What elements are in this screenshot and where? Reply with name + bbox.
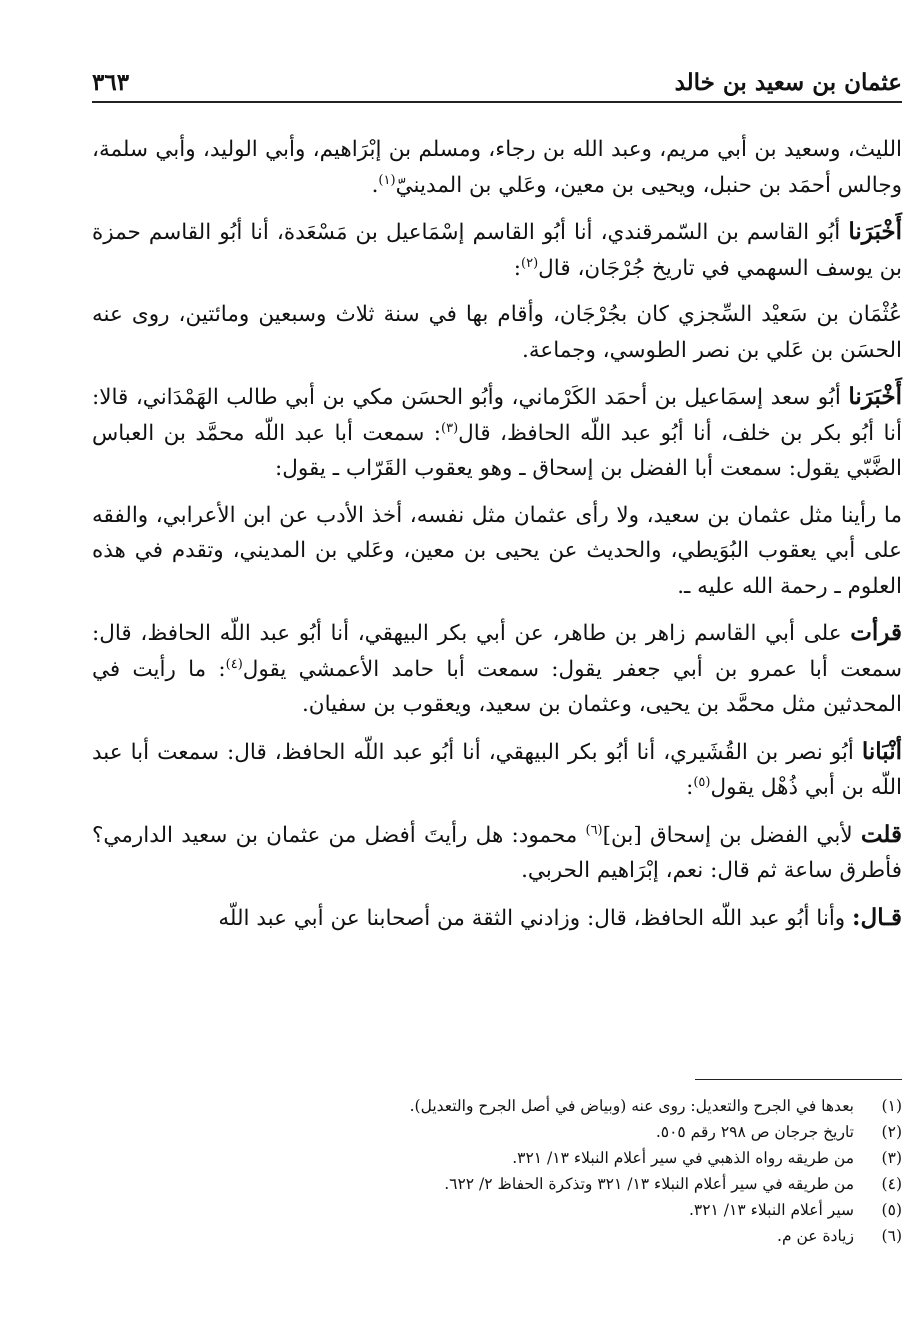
footnote-text: سير أعلام النبلاء ١٣/ ٣٢١. bbox=[688, 1201, 854, 1219]
paragraph-keyword: قـال: bbox=[852, 903, 902, 931]
footnote-text: من طريقه رواه الذهبي في سير أعلام النبلاء ١٣/ ٣٢١. bbox=[512, 1149, 854, 1167]
footnote-number: (٢) bbox=[881, 1123, 902, 1141]
paragraph-tail: : ما رأيت في المحدثين مثل محمَّد بن يحيى، وعثمان بن سعيد، ويعقوب بن سفيان. bbox=[92, 656, 902, 717]
footnote-ref: (٣) bbox=[441, 420, 459, 436]
paragraph bbox=[92, 615, 902, 723]
footnote-number: (١) bbox=[881, 1097, 902, 1115]
paragraph bbox=[92, 734, 902, 806]
footnote-item bbox=[92, 1223, 902, 1249]
footnote-number: (٣) bbox=[881, 1149, 902, 1167]
paragraph-keyword: أنْبَانا bbox=[861, 737, 902, 765]
footnote-text: بعدها في الجرح والتعديل: روى عنه (وبياض في أصل الجرح والتعديل). bbox=[409, 1097, 854, 1115]
paragraph-text: أبُو سعد إسمَاعيل بن أحمَد الكَرْماني، وأبُو الحسَن مكي بن أبي طالب الهَمْدَاني، قالا: أنا أبُو بكر بن خلف، أنا أبُو عبد اللّه الحافظ، قال bbox=[92, 385, 902, 446]
paragraph-text: على أبي القاسم زاهر بن طاهر، عن أبي بكر البيهقي، أنا أبُو عبد اللّه الحافظ، قال: سمعت أبا عمرو بن أبي جعفر يقول: سمعت أبا حامد الأعمشي يقول bbox=[92, 621, 902, 682]
paragraph-text: أبُو القاسم بن السّمرقندي، أنا أبُو القاسم إسْمَاعيل بن مَسْعَدة، أنا أبُو القاسم حمزة بن يوسف السهمي في تاريخ جُرْجَان، قال bbox=[92, 220, 902, 281]
paragraph-keyword: قلت bbox=[860, 820, 903, 848]
footnote-ref: (١) bbox=[378, 172, 396, 188]
page-number: ٣٦٣ bbox=[92, 69, 130, 96]
footnote-item bbox=[92, 1197, 902, 1223]
paragraph-keyword: أَخْبَرَنا bbox=[848, 383, 902, 410]
paragraph bbox=[92, 297, 902, 368]
footnote-ref: (٢) bbox=[521, 255, 539, 271]
paragraph-text: ما رأينا مثل عثمان بن سعيد، ولا رأى عثمان مثل نفسه، أخذ الأدب عن ابن الأعرابي، والفقه على أبي يعقوب البُوَيطي، والحديث عن يحيى بن معين، وعَلي بن المديني، وتقدم في هذه العلوم ـ رحمة الله عليه ـ. bbox=[92, 502, 902, 599]
paragraph-keyword: أَخْبَرَنا bbox=[848, 218, 902, 245]
paragraph-text: الليث، وسعيد بن أبي مريم، وعبد الله بن رجاء، ومسلم بن إبْرَاهيم، وأبي الوليد، وأبي سلمة، وجالس أحمَد بن حنبل، ويحيى بن معين، وعَلي بن المدينيّ bbox=[92, 137, 902, 198]
footnote-item bbox=[92, 1119, 902, 1145]
paragraph-keyword: قرأت bbox=[850, 619, 902, 646]
footnotes bbox=[92, 1093, 902, 1249]
footnote-number: (٥) bbox=[881, 1201, 902, 1219]
footnote-text: تاريخ جرجان ص ٢٩٨ رقم ٥٠٥. bbox=[655, 1123, 854, 1141]
main-text bbox=[92, 132, 902, 947]
paragraph bbox=[92, 900, 902, 937]
footnote-separator bbox=[695, 1079, 902, 1080]
footnote-item bbox=[92, 1093, 902, 1119]
paragraph-text: عُثْمَان بن سَعيْد السِّجزي كان بجُرْجَان، وأقام بها في سنة ثلاث وسبعين ومائتين، روى عنه الحسَن بن عَلي بن نصر الطوسي، وجماعة. bbox=[92, 302, 902, 363]
footnote-ref: (٥) bbox=[693, 774, 711, 790]
footnote-number: (٦) bbox=[881, 1227, 902, 1245]
footnote-text: زيادة عن م. bbox=[777, 1227, 854, 1245]
footnote-item bbox=[92, 1171, 902, 1197]
paragraph bbox=[92, 498, 902, 605]
paragraph-tail: : bbox=[686, 775, 694, 800]
paragraph-text: أبُو نصر بن القُشَيري، أنا أبُو بكر البيهقي، أنا أبُو عبد اللّه الحافظ، قال: سمعت أبا عبد اللّه بن أبي ذُهْل يقول bbox=[92, 739, 902, 800]
paragraph bbox=[92, 132, 902, 203]
paragraph-tail: : سمعت أبا عبد اللّه محمَّد بن العباس الضَّبّي يقول: سمعت أبا الفضل بن إسحاق ـ وهو يعقوب القَرّاب ـ يقول: bbox=[92, 420, 902, 481]
header-rule bbox=[92, 101, 902, 103]
footnote-text: من طريقه في سير أعلام النبلاء ١٣/ ٣٢١ وتذكرة الحفاظ ٢/ ٦٢٢. bbox=[444, 1175, 854, 1193]
paragraph-text: وأنا أبُو عبد اللّه الحافظ، قال: وزادني الثقة من أصحابنا عن أبي عبد اللّه bbox=[218, 905, 846, 931]
paragraph bbox=[92, 817, 902, 889]
paragraph-tail: : bbox=[513, 255, 522, 281]
footnote-ref: (٦) bbox=[585, 822, 603, 838]
footnote-number: (٤) bbox=[881, 1175, 902, 1193]
paragraph-text: لأبي الفضل بن إسحاق [بن] bbox=[602, 822, 853, 848]
running-title: عثمان بن سعيد بن خالد bbox=[674, 69, 902, 96]
paragraph bbox=[92, 214, 902, 286]
footnote-item bbox=[92, 1145, 902, 1171]
paragraph-tail: محمود: هل رأيتَ أفضل من عثمان بن سعيد الدارمي؟ فأطرق ساعة ثم قال: نعم، إبْرَاهيم الحربي. bbox=[92, 822, 902, 883]
paragraph bbox=[92, 379, 902, 487]
page-header bbox=[92, 62, 902, 96]
footnote-ref: (٤) bbox=[225, 656, 243, 672]
paragraph-tail: . bbox=[371, 172, 379, 198]
